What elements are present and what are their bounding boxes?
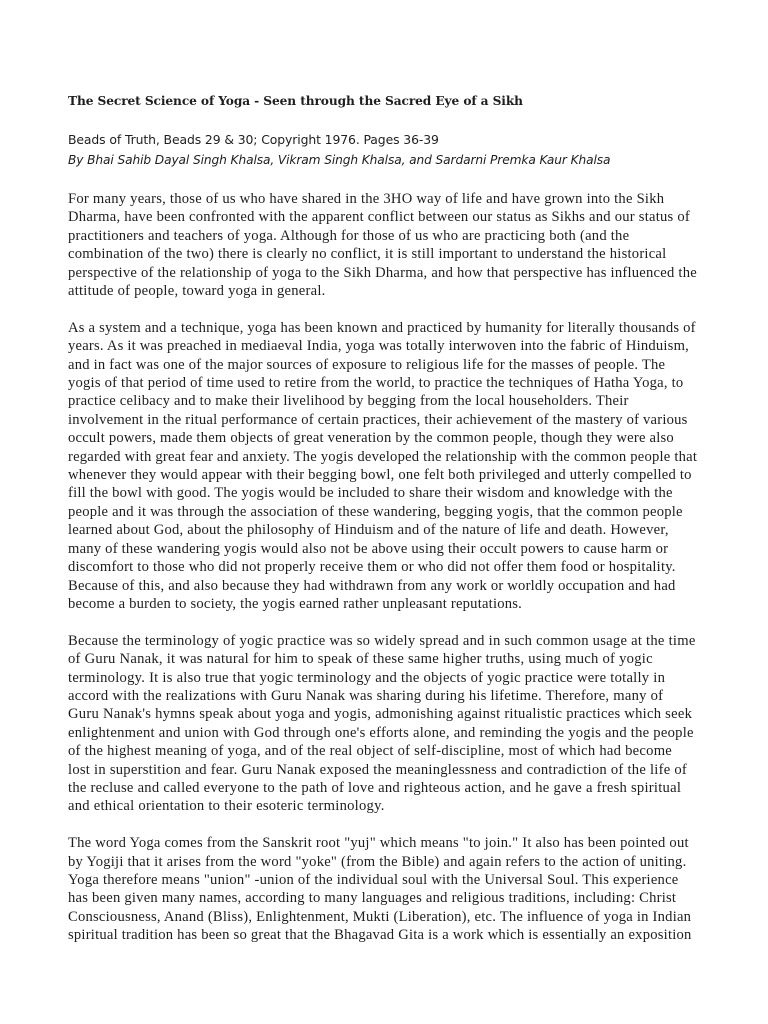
document-page — [68, 92, 698, 963]
paragraph-3: Because the terminology of yogic practice was so widely spread and in such common usage at the time of Guru Nanak, it was natural for him to speak of these same higher truths, using much of yogic terminology. It is also true that yogic terminology and the objects of yogic practice were totally in accord with the realizations with Guru Nanak was sharing during his lifetime. Therefore, many of Guru Nanak's hymns speak about yoga and yogis, admonishing against ritualistic practices which seek enlightenment and union with God through one's efforts alone, and reminding the yogis and the people of the highest meaning of yoga, and of the real object of self-discipline, most of which had become lost in superstition and fear. Guru Nanak exposed the meaninglessness and contradiction of the life of the recluse and called everyone to the path of love and righteous action, and he gave a fresh spiritual and ethical orientation to their esoteric terminology. — [68, 632, 696, 815]
paragraph-4: The word Yoga comes from the Sanskrit root "yuj" which means "to join." It also has been pointed out by Yogiji that it arises from the word "yoke" (from the Bible) and again refers to the action of uniting. Yoga therefore means "union" -union of the individual soul with the Universal Soul. This experience has been given many names, according to many languages and religious traditions, including: Christ Consciousness, Anand (Bliss), Enlightenment, Mukti (Liberation), etc. The influence of yoga in Indian spiritual tradition has been so great that the Bhagavad Gita is a work which is essentially an exposition — [68, 835, 692, 944]
source-citation: Beads of Truth, Beads 29 & 30; Copyright 1976. Pages 36-39 — [68, 132, 439, 147]
document-title: The Secret Science of Yoga - Seen through the Sacred Eye of a Sikh — [68, 94, 523, 108]
author-byline: By Bhai Sahib Dayal Singh Khalsa, Vikram Singh Khalsa, and Sardarni Premka Kaur Khalsa — [68, 153, 611, 167]
article-body — [68, 190, 698, 945]
paragraph-2: As a system and a technique, yoga has been known and practiced by humanity for literally thousands of years. As it was preached in mediaeval India, yoga was totally interwoven into the fabric of Hinduism, and in fact was one of the major sources of exposure to religious life for the masses of people. The yogis of that period of time used to retire from the world, to practice the techniques of Hatha Yoga, to practice celibacy and to make their livelihood by begging from the local householders. Their involvement in the ritual performance of certain practices, their achievement of the mastery of various occult powers, made them objects of great veneration by the common people, though they were also regarded with great fear and anxiety. The yogis developed the relationship with the common people that whenever they would appear with their begging bowl, one felt both privileged and utterly compelled to fill the bowl with good. The yogis would be included to share their wisdom and knowledge with the people and it was through the association of these wandering, begging yogis, that the common people learned about God, about the philosophy of Hinduism and of the nature of life and death. However, many of these wandering yogis would also not be above using their occult powers to cause harm or discomfort to those who did not properly receive them or who did not offer them food or hospitality. Because of this, and also because they had withdrawn from any work or worldly occupation and had become a burden to society, the yogis earned rather unpleasant reputations. — [68, 319, 698, 612]
paragraph-1: For many years, those of us who have shared in the 3HO way of life and have grown into the Sikh Dharma, have been confronted with the apparent conflict between our status as Sikhs and our status of practitioners and teachers of yoga. Although for those of us who are practicing both (and the combination of the two) there is clearly no conflict, it is still important to understand the historical perspective of the relationship of yoga to the Sikh Dharma, and how that perspective has influenced the attitude of people, toward yoga in general. — [68, 191, 697, 300]
